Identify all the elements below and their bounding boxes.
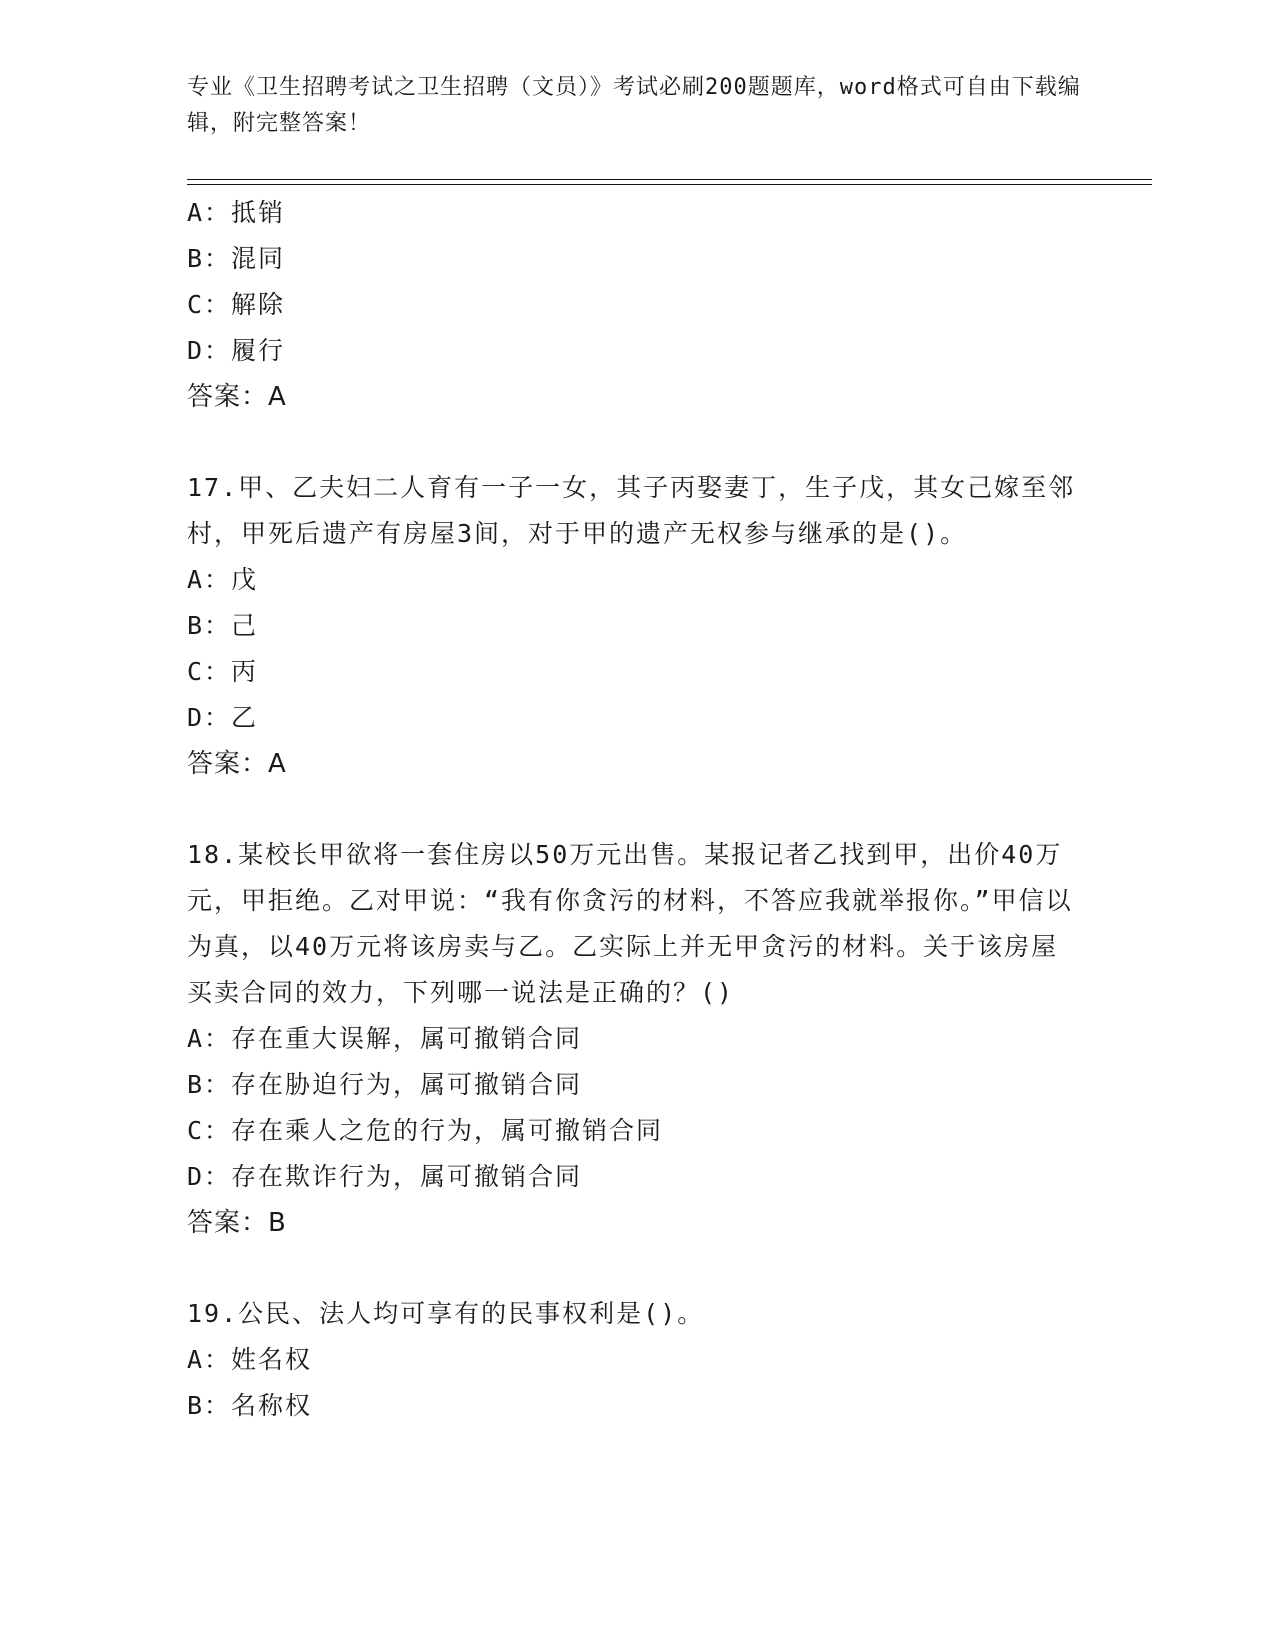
question-text: 18.某校长甲欲将一套住房以50万元出售。某报记者乙找到甲，出价40万元，甲拒绝。乙对甲说：“我有你贪污的材料，不答应我就举报你。”甲信以为真，以40万元将该房卖与乙。乙实际上并无甲贪污的材料。关于该房屋买卖合同的效力，下列哪一说法是正确的？() [187,840,1073,1007]
header-rule-top [187,179,1152,180]
document-header [187,70,1087,142]
option-d: D：乙 [187,703,259,732]
question-19 [187,1291,1087,1429]
option-a: A：存在重大误解，属可撤销合同 [187,1024,583,1053]
option-b: B：名称权 [187,1391,313,1420]
option-a: A：姓名权 [187,1345,313,1374]
option-b: B：存在胁迫行为，属可撤销合同 [187,1070,583,1099]
question-list [187,190,1087,1429]
option-c: C：存在乘人之危的行为，属可撤销合同 [187,1116,664,1145]
option-c: C：丙 [187,657,259,686]
option-a: A：抵销 [187,198,286,227]
answer: 答案：A [187,382,287,412]
question-17 [187,465,1087,787]
question-16-tail [187,190,1087,420]
question-text: 19.公民、法人均可享有的民事权利是()。 [187,1299,705,1328]
option-d: D：存在欺诈行为，属可撤销合同 [187,1162,583,1191]
option-b: B：混同 [187,244,286,273]
question-text: 17.甲、乙夫妇二人育有一子一女，其子丙娶妻丁，生子戊，其女己嫁至邻村，甲死后遗产有房屋3间，对于甲的遗产无权参与继承的是()。 [187,473,1076,548]
option-b: B：己 [187,611,259,640]
header-rule-bottom [187,184,1152,185]
header-text: 专业《卫生招聘考试之卫生招聘（文员）》考试必刷200题题库，word格式可自由下载编辑，附完整答案！ [187,75,1081,136]
question-18 [187,832,1087,1246]
answer: 答案：B [187,1208,287,1238]
option-a: A：戊 [187,565,259,594]
option-c: C：解除 [187,290,286,319]
option-d: D：履行 [187,336,286,365]
answer: 答案：A [187,749,287,779]
